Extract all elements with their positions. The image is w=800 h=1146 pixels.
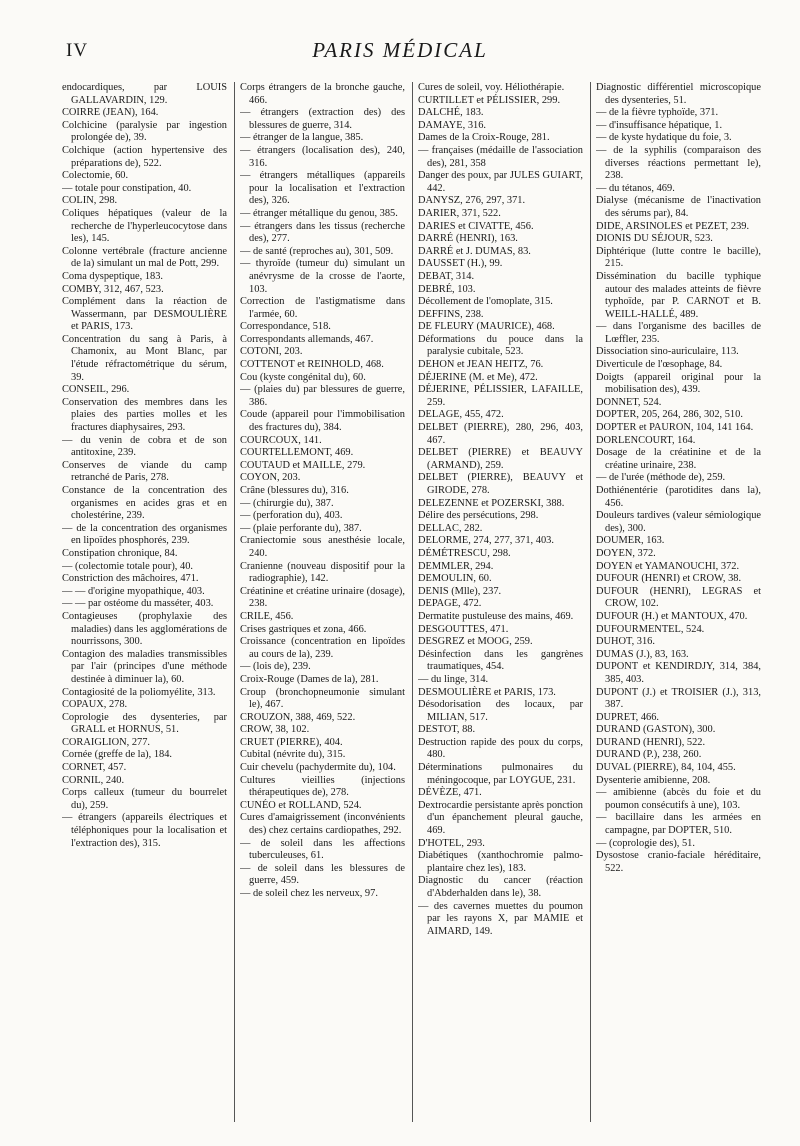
index-entry: — totale pour constipation, 40. — [62, 182, 192, 194]
index-column-2 — [240, 82, 405, 1132]
index-entry: DELLAC, 282. — [418, 522, 483, 534]
index-entry: DURAND (GASTON), 300. — [596, 724, 716, 736]
index-column-1 — [62, 82, 227, 1132]
index-entry: CONSEIL, 296. — [62, 384, 130, 396]
index-entry: DANYSZ, 276, 297, 371. — [418, 195, 526, 207]
index-entry: Colectomie, 60. — [62, 170, 129, 182]
index-entry: Danger des poux, par JULES GUIART, 442. — [418, 170, 583, 194]
index-entry: — des cavernes muettes du poumon par les rayons X, par MAMIE et AIMARD, 149. — [418, 900, 583, 937]
index-entry: DESGOUTTES, 471. — [418, 623, 509, 635]
index-entry: DE FLEURY (MAURICE), 468. — [418, 321, 555, 333]
index-entry: Constriction des mâchoires, 471. — [62, 573, 199, 585]
index-entry: DUFOURMENTEL, 524. — [596, 623, 705, 635]
index-entry: Coprologie des dysenteries, par GRALL et HORNUS, 51. — [62, 711, 227, 736]
index-entry: Croup (bronchopneumonie simulant le), 467. — [240, 686, 405, 711]
index-entry: DUFOUR (HENRI), LEGRAS et CROW, 102. — [596, 585, 761, 610]
index-entry: Croissance (concentration en lipoïdes au cours de la), 239. — [240, 636, 405, 660]
index-entry: DUFOUR (HENRI) et CROW, 38. — [596, 573, 742, 585]
index-entry: Diabétiques (xanthochromie palmo-plantaire chez les), 183. — [418, 850, 583, 874]
index-entry: — dans l'organisme des bacilles de Lœffler, 235. — [596, 321, 761, 345]
index-entry: Doigts (appareil original pour la mobilisation des), 439. — [596, 371, 761, 396]
index-entry: Décollement de l'omoplate, 315. — [418, 296, 553, 308]
index-entry: COURTELLEMONT, 469. — [240, 447, 354, 459]
index-entry: Cou (kyste congénital du), 60. — [240, 371, 366, 383]
running-title: PARIS MÉDICAL — [312, 38, 488, 62]
index-entry: Constance de la concentration des organismes en acides gras et en cholestérine, 239. — [62, 485, 227, 522]
index-entry: COYON, 203. — [240, 472, 301, 484]
index-entry: — thyroïde (tumeur du) simulant un anévrysme de la crosse de l'aorte, 103. — [240, 258, 405, 295]
index-entry: Destruction rapide des poux du corps, 480. — [418, 736, 583, 761]
index-entry: Coude (appareil pour l'immobilisation des fractures du), 384. — [240, 409, 405, 434]
index-entry: D'HOTEL, 293. — [418, 837, 485, 849]
index-entry: Colchique (action hypertensive des préparations de), 522. — [62, 144, 227, 169]
index-entry: — du linge, 314. — [418, 673, 489, 685]
index-entry: — (plaie perforante du), 387. — [240, 522, 362, 534]
index-entry: Douleurs tardives (valeur sémiologique des), 300. — [596, 510, 761, 534]
index-columns — [62, 82, 764, 1132]
index-entry: DARRÉ (HENRI), 163. — [418, 233, 518, 245]
index-entry: Corps étrangers de la bronche gauche, 466. — [240, 82, 405, 106]
index-entry: DÉJERINE (M. et Me), 472. — [418, 371, 538, 383]
index-entry: — de soleil dans les affections tuberculeuses, 61. — [240, 837, 405, 862]
index-entry: Crâne (blessures du), 316. — [240, 485, 349, 496]
index-entry: Correspondants allemands, 467. — [240, 333, 374, 345]
index-entry: — de soleil dans les blessures de guerre, 459. — [240, 862, 405, 887]
index-entry: — de santé (reproches au), 301, 509. — [240, 245, 394, 257]
index-entry: — (chirurgie du), 387. — [240, 497, 334, 509]
index-column-4 — [596, 82, 761, 1132]
index-entry: Dysenterie amibienne, 208. — [596, 774, 711, 786]
index-entry: Coliques hépatiques (valeur de la recherche de l'hyperleucocytose dans les), 145. — [62, 207, 227, 245]
index-entry: DUFOUR (H.) et MANTOUX, 470. — [596, 610, 748, 622]
index-entry: DAMAYE, 316. — [418, 119, 487, 131]
index-entry: DÉMÉTRESCU, 298. — [418, 547, 511, 559]
index-entry: CORNIL, 240. — [62, 774, 125, 786]
index-entry: Dissémination du bacille typhique autour des malades atteints de fièvre typhoïde, par P. CARNOT et B. WEILL-HALLÉ, 489. — [596, 270, 761, 320]
index-entry: — de la concentration des organismes en lipoïdes phosphorés, 239. — [62, 522, 227, 547]
index-entry: CUNÉO et ROLLAND, 524. — [240, 799, 362, 811]
index-entry: CROW, 38, 102. — [240, 724, 310, 736]
index-entry: Déterminations pulmonaires du méningocoque, par LOYGUE, 231. — [418, 762, 583, 786]
page-number: IV — [66, 40, 89, 61]
index-entry: — de la fièvre typhoïde, 371. — [596, 107, 719, 119]
index-entry: CURTILLET et PÉLISSIER, 299. — [418, 94, 561, 106]
index-entry: DUPONT et KENDIRDJY, 314, 384, 385, 403. — [596, 661, 761, 685]
index-entry: Dysostose cranio-faciale héréditaire, 522. — [596, 850, 761, 874]
index-entry: Délire des persécutions, 298. — [418, 510, 539, 522]
index-entry: Colchicine (paralysie par ingestion prolongée de), 39. — [62, 119, 227, 144]
index-entry: — de soleil chez les nerveux, 97. — [240, 888, 378, 899]
index-entry: DUPONT (J.) et TROISIER (J.), 313, 387. — [596, 686, 761, 711]
index-entry: Dames de la Croix-Rouge, 281. — [418, 132, 550, 144]
index-entry: COLIN, 298. — [62, 195, 118, 207]
index-entry: Désodorisation des locaux, par MILIAN, 517. — [418, 699, 583, 723]
index-entry: DURAND (P.), 238, 260. — [596, 749, 702, 761]
index-entry: DALCHÉ, 183. — [418, 107, 484, 119]
index-entry: DEHON et JEAN HEITZ, 76. — [418, 359, 544, 371]
index-entry: DEBRÉ, 103. — [418, 283, 476, 295]
index-entry: DELBET (PIERRE) et BEAUVY (ARMAND), 259. — [418, 447, 583, 471]
page-header — [0, 0, 800, 72]
index-entry: DESMOULIÈRE et PARIS, 173. — [418, 686, 556, 698]
index-entry: Conservation des membres dans les plaies des parties molles et les fractures diaphysaires, 293. — [62, 396, 227, 434]
index-entry: Désinfection dans les gangrènes traumatiques, 454. — [418, 648, 583, 673]
index-entry: DOPTER, 205, 264, 286, 302, 510. — [596, 409, 743, 421]
index-entry: — — par ostéome du masséter, 403. — [62, 598, 214, 610]
index-entry: DIONIS DU SÉJOUR, 523. — [596, 233, 713, 245]
index-entry: DOUMER, 163. — [596, 535, 665, 547]
index-entry: DELORME, 274, 277, 371, 403. — [418, 535, 554, 547]
index-entry: DEBAT, 314. — [418, 270, 475, 282]
index-entry: — de kyste hydatique du foie, 3. — [596, 132, 732, 144]
index-entry: Cranienne (nouveau dispositif pour la radiographie), 142. — [240, 560, 405, 585]
index-entry: DEMMLER, 294. — [418, 560, 494, 572]
index-entry: COTONI, 203. — [240, 346, 303, 358]
index-entry: CORAIGLION, 277. — [62, 736, 151, 748]
index-entry: — étrangers dans les tissus (recherche des), 277. — [240, 220, 405, 245]
index-entry: Dissociation sino-auriculaire, 113. — [596, 346, 739, 358]
index-entry: Dosage de la créatinine et de la créatine urinaire, 238. — [596, 447, 761, 471]
index-entry: Cuir chevelu (pachydermite du), 104. — [240, 762, 396, 774]
index-entry: Crises gastriques et zona, 466. — [240, 623, 367, 635]
index-entry: Conserves de viande du camp retranché de Paris, 278. — [62, 459, 227, 484]
index-entry: — amibienne (abcès du foie et du poumon consécutifs à une), 103. — [596, 787, 761, 811]
index-entry: Diagnostic différentiel microscopique des dysenteries, 51. — [596, 82, 761, 106]
index-entry: Contagiosité de la poliomyélite, 313. — [62, 686, 216, 698]
index-entry: Concentration du sang à Paris, à Chamonix, au Mont Blanc, par l'étude réfractométrique du sérum, 39. — [62, 333, 227, 383]
index-entry: Constipation chronique, 84. — [62, 547, 178, 559]
index-entry: — (lois de), 239. — [240, 661, 311, 673]
index-entry: DÉVÈZE, 471. — [418, 787, 482, 799]
index-entry: — (colectomie totale pour), 40. — [62, 560, 193, 572]
index-entry: COPAUX, 278. — [62, 699, 128, 711]
index-entry: Cures d'amaigrissement (inconvénients des) chez certains cardiopathes, 292. — [240, 812, 405, 837]
index-entry: DUHOT, 316. — [596, 636, 655, 648]
index-entry: Créatinine et créatine urinaire (dosage), 238. — [240, 585, 405, 610]
index-entry: Coma dyspeptique, 183. — [62, 270, 164, 282]
index-entry: — de la syphilis (comparaison des diverses réactions permettant le), 238. — [596, 144, 761, 182]
index-entry: DEPAGE, 472. — [418, 598, 482, 610]
index-entry: Craniectomie sous anesthésie locale, 240. — [240, 535, 405, 559]
index-entry: Déformations du pouce dans la paralysie cubitale, 523. — [418, 333, 583, 358]
index-entry: — (plaies du) par blessures de guerre, 386. — [240, 384, 405, 408]
index-entry: — étrangers (localisation des), 240, 316. — [240, 144, 405, 169]
index-entry: DARIER, 371, 522. — [418, 207, 501, 219]
index-entry: DONNET, 524. — [596, 396, 662, 408]
index-entry: COURCOUX, 141. — [240, 434, 322, 446]
index-entry: — (coprologie des), 51. — [596, 837, 695, 849]
index-entry: CRUET (PIERRE), 404. — [240, 736, 343, 748]
index-entry: DAUSSET (H.), 99. — [418, 258, 503, 270]
index-entry: Diverticule de l'œsophage, 84. — [596, 359, 723, 371]
index-entry: DUPRET, 466. — [596, 711, 660, 723]
index-entry: Colonne vertébrale (fracture ancienne de la) simulant un mal de Pott, 299. — [62, 245, 227, 270]
index-entry: — — d'origine myopathique, 403. — [62, 585, 205, 597]
index-entry: — étranger de la langue, 385. — [240, 132, 364, 144]
index-entry: Complément dans la réaction de Wassermann, par DESMOULIÈRE et PARIS, 173. — [62, 296, 227, 333]
index-entry: DELBET (PIERRE), BEAUVY et GIRODE, 278. — [418, 472, 583, 496]
index-entry: DURAND (HENRI), 522. — [596, 736, 706, 748]
index-entry: Cubital (névrite du), 315. — [240, 749, 346, 761]
index-entry: Dothiénentérie (parotidites dans la), 456. — [596, 485, 761, 509]
index-entry: — (perforation du), 403. — [240, 510, 343, 522]
index-entry: CRILE, 456. — [240, 610, 294, 622]
index-entry: — françaises (médaille de l'association des), 281, 358 — [418, 144, 583, 169]
index-entry: Cultures vieillies (injections thérapeutiques de), 278. — [240, 774, 405, 799]
index-entry: Diphtérique (lutte contre le bacille), 215. — [596, 245, 761, 270]
index-entry: DUVAL (PIERRE), 84, 104, 455. — [596, 762, 736, 774]
index-entry: DELAGE, 455, 472. — [418, 409, 504, 421]
index-entry: COUTAUD et MAILLE, 279. — [240, 459, 366, 471]
index-entry: DOYEN et YAMANOUCHI, 372. — [596, 560, 740, 572]
index-entry: Diagnostic du cancer (réaction d'Abderhalden dans le), 38. — [418, 875, 583, 899]
index-entry: DÉJERINE, PÉLISSIER, LAFAILLE, 259. — [418, 384, 583, 408]
index-entry: DESTOT, 88. — [418, 724, 476, 736]
index-entry: COIRRE (JEAN), 164. — [62, 107, 159, 119]
index-entry: DELEZENNE et POZERSKI, 388. — [418, 497, 565, 509]
index-entry: DORLENCOURT, 164. — [596, 434, 696, 446]
index-entry: COMBY, 312, 467, 523. — [62, 283, 164, 295]
index-entry: DEFFINS, 238. — [418, 308, 484, 320]
index-entry: COTTENOT et REINHOLD, 468. — [240, 359, 384, 371]
index-entry: Contagion des maladies transmissibles par l'air (principes d'une méthode destinée à diminuer la), 60. — [62, 648, 227, 685]
index-entry: DESGREZ et MOOG, 259. — [418, 636, 533, 648]
index-entry: Corps calleux (tumeur du bourrelet du), 259. — [62, 787, 227, 811]
index-entry: DARRÉ et J. DUMAS, 83. — [418, 245, 531, 257]
index-entry: Croix-Rouge (Dames de la), 281. — [240, 673, 379, 685]
index-entry: endocardiques, par LOUIS GALLAVARDIN, 129. — [62, 82, 227, 106]
index-entry: Correction de l'astigmatisme dans l'armée, 60. — [240, 296, 405, 320]
index-entry: — étrangers métalliques (appareils pour la localisation et l'extraction des), 326. — [240, 170, 405, 207]
index-entry: Correspondance, 518. — [240, 321, 331, 333]
index-entry: — du venin de cobra et de son antitoxine, 239. — [62, 434, 227, 459]
index-entry: — d'insuffisance hépatique, 1. — [596, 119, 723, 131]
index-entry: — étranger métallique du genou, 385. — [240, 207, 398, 219]
index-entry: DUMAS (J.), 83, 163. — [596, 648, 689, 660]
index-entry: CORNET, 457. — [62, 762, 127, 774]
index-entry: — de l'urée (méthode de), 259. — [596, 472, 726, 484]
index-entry: DIDE, ARSINOLES et PEZET, 239. — [596, 220, 750, 232]
index-entry: DELBET (PIERRE), 280, 296, 403, 467. — [418, 422, 583, 446]
index-entry: Dermatite pustuleuse des mains, 469. — [418, 610, 574, 622]
index-entry: DOYEN, 372. — [596, 547, 656, 559]
index-entry: DARIES et CIVATTE, 456. — [418, 220, 534, 232]
index-entry: Cornée (greffe de la), 184. — [62, 749, 173, 761]
index-entry: CROUZON, 388, 469, 522. — [240, 711, 356, 723]
index-entry: — du tétanos, 469. — [596, 182, 675, 194]
index-entry: — étrangers (appareils électriques et téléphoniques pour la localisation et l'extraction des), 315. — [62, 812, 227, 849]
index-entry: Dextrocardie persistante après ponction d'un épanchement pleural gauche, 469. — [418, 799, 583, 837]
index-entry: DOPTER et PAURON, 104, 141 164. — [596, 422, 754, 434]
index-column-3 — [418, 82, 583, 1132]
index-entry: DEMOULIN, 60. — [418, 573, 492, 585]
index-entry: — bacillaire dans les armées en campagne, par DOPTER, 510. — [596, 812, 761, 837]
index-entry: Cures de soleil, voy. Héliothérapie. — [418, 82, 565, 93]
index-entry: Dialyse (mécanisme de l'inactivation des sérums par), 84. — [596, 195, 761, 219]
index-entry: Contagieuses (prophylaxie des maladies) dans les agglomérations de nourrissons, 300. — [62, 610, 227, 648]
index-entry: DENIS (Mlle), 237. — [418, 585, 502, 597]
index-entry: — étrangers (extraction des) des blessures de guerre, 314. — [240, 107, 405, 131]
